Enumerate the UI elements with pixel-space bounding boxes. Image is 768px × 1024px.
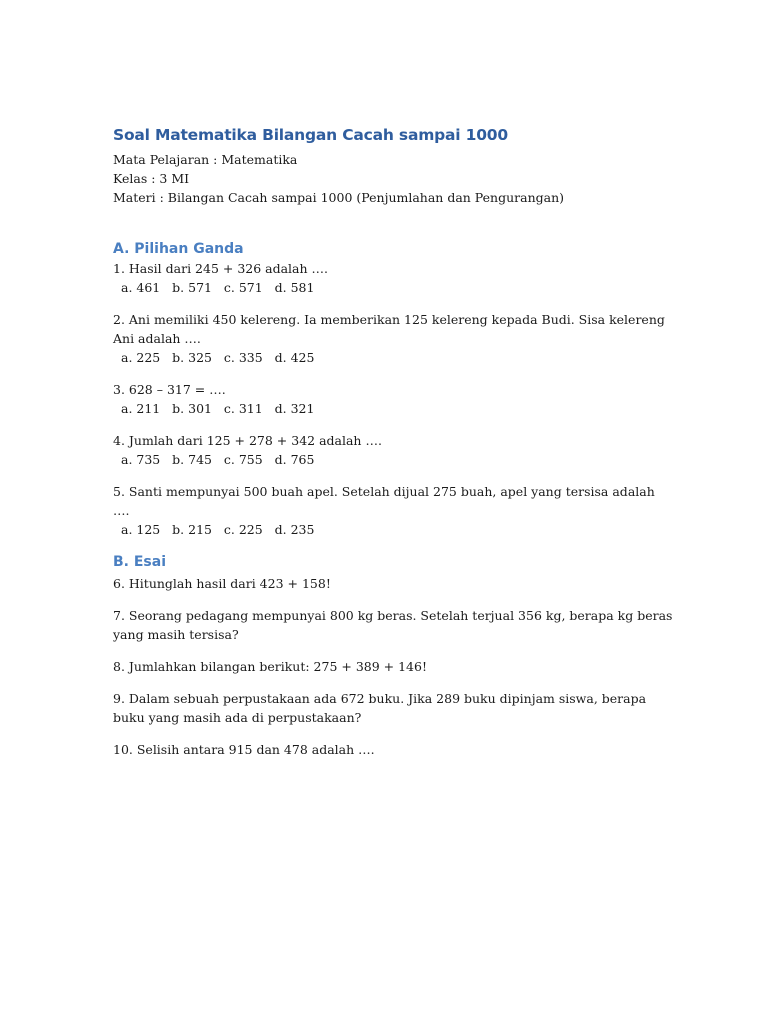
section-heading-essay: B. Esai	[113, 554, 167, 570]
essay-question: 9. Dalam sebuah perpustakaan ada 672 buku. Jika 289 buku dipinjam siswa, berapa buku yang masih ada di perpustakaan?	[113, 691, 647, 725]
essay-question: 7. Seorang pedagang mempunyai 800 kg beras. Setelah terjual 356 kg, berapa kg beras yang masih tersisa?	[113, 608, 673, 642]
material-line: Materi : Bilangan Cacah sampai 1000 (Penjumlahan dan Pengurangan)	[113, 190, 565, 205]
answer-options: a. 735 b. 745 c. 755 d. 765	[121, 452, 315, 467]
document-page	[113, 124, 673, 759]
subject-line: Mata Pelajaran : Matematika	[113, 152, 298, 167]
class-line: Kelas : 3 MI	[113, 171, 190, 186]
mc-question	[113, 380, 673, 418]
mc-question	[113, 310, 673, 367]
answer-options: a. 225 b. 325 c. 335 d. 425	[121, 350, 315, 365]
question-text: 4. Jumlah dari 125 + 278 + 342 adalah ….	[113, 433, 382, 448]
essay-question: 6. Hitunglah hasil dari 423 + 158!	[113, 576, 331, 591]
answer-options: a. 211 b. 301 c. 311 d. 321	[121, 401, 315, 416]
mc-question	[113, 259, 673, 297]
question-text: 3. 628 – 317 = ….	[113, 382, 226, 397]
question-text: 2. Ani memiliki 450 kelereng. Ia memberikan 125 kelereng kepada Budi. Sisa kelereng Ani adalah ….	[113, 312, 665, 346]
mc-question	[113, 482, 673, 539]
document-title: Soal Matematika Bilangan Cacah sampai 1000	[113, 126, 508, 144]
question-text: 1. Hasil dari 245 + 326 adalah ….	[113, 261, 329, 276]
essay-question: 10. Selisih antara 915 dan 478 adalah ….	[113, 742, 375, 757]
question-text: 5. Santi mempunyai 500 buah apel. Setelah dijual 275 buah, apel yang tersisa adalah ….	[113, 484, 655, 518]
answer-options: a. 125 b. 215 c. 225 d. 235	[121, 522, 315, 537]
essay-question: 8. Jumlahkan bilangan berikut: 275 + 389 + 146!	[113, 659, 427, 674]
answer-options: a. 461 b. 571 c. 571 d. 581	[121, 280, 315, 295]
section-heading-multiple-choice: A. Pilihan Ganda	[113, 241, 244, 257]
mc-question	[113, 431, 673, 469]
